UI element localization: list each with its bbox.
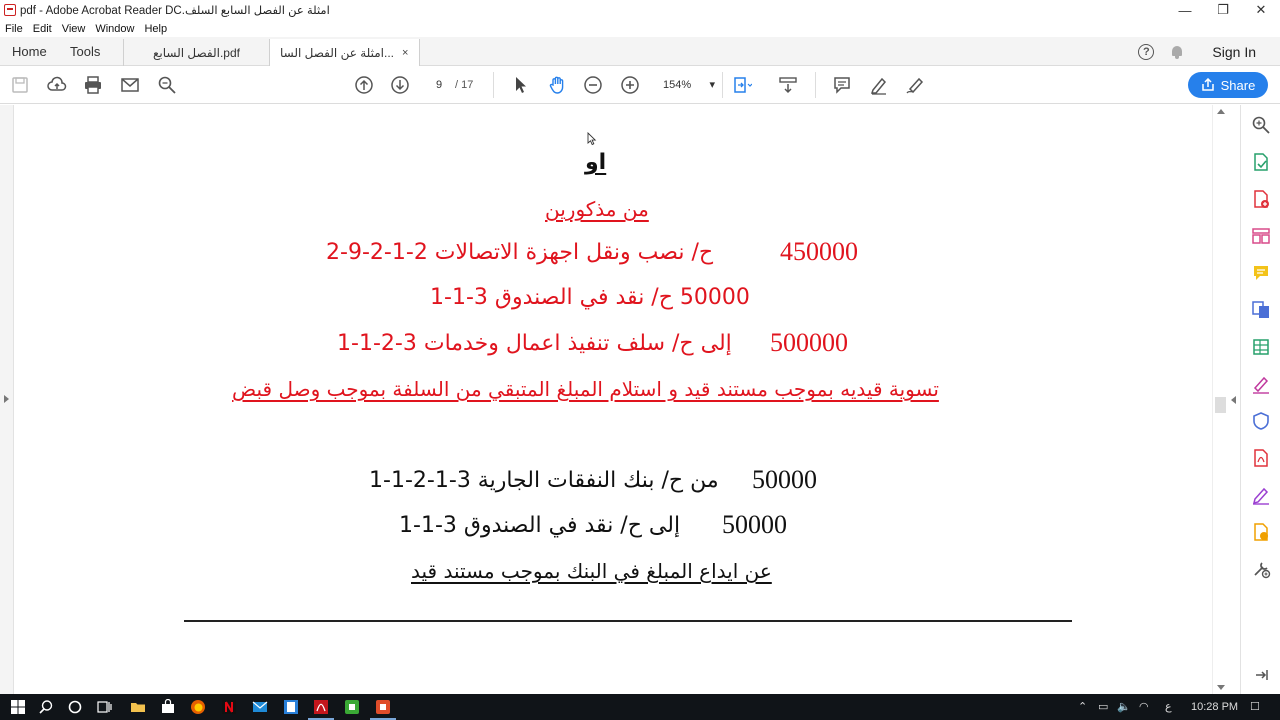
menu-help[interactable]: Help	[144, 22, 168, 35]
clock[interactable]: 10:28 PM	[1191, 701, 1239, 713]
tray-volume-icon[interactable]: 🔈	[1117, 701, 1131, 713]
acrobat-taskbar-icon[interactable]	[313, 699, 329, 715]
menu-edit[interactable]: Edit	[32, 22, 52, 35]
page-total: / 17	[455, 79, 474, 91]
firefox-icon[interactable]	[190, 699, 206, 715]
protect-shield-icon[interactable]	[1251, 411, 1271, 431]
more-tools-icon[interactable]	[1251, 559, 1271, 579]
left-panel-toggle[interactable]	[0, 105, 14, 694]
share-label: Share	[1220, 77, 1256, 93]
sign-in-button[interactable]: Sign In	[1212, 43, 1256, 60]
cloud-upload-icon[interactable]	[47, 75, 67, 95]
email-icon[interactable]	[120, 75, 140, 95]
previous-page-icon[interactable]	[354, 75, 374, 95]
scroll-mode-icon[interactable]	[778, 75, 798, 95]
document-view[interactable]	[0, 105, 1240, 694]
print-icon[interactable]	[83, 75, 103, 95]
mouse-cursor-icon	[587, 132, 597, 146]
netflix-icon[interactable]	[221, 699, 237, 715]
toolbar	[0, 66, 1280, 104]
search-icon[interactable]	[1251, 115, 1271, 135]
tray-network-icon[interactable]: ◠	[1139, 701, 1149, 713]
task-view-icon[interactable]	[96, 699, 112, 715]
menu-bar	[0, 20, 1280, 37]
mail-icon[interactable]	[252, 699, 268, 715]
vertical-scrollbar[interactable]	[1212, 105, 1228, 694]
scroll-down-icon[interactable]	[1217, 685, 1225, 690]
taskbar	[0, 694, 1280, 720]
adobe-pdf-icon[interactable]	[1251, 448, 1271, 468]
collapse-right-panel-icon[interactable]	[1231, 396, 1236, 404]
tab-tools[interactable]: Tools	[70, 44, 101, 59]
windows-start-icon[interactable]	[10, 699, 26, 715]
page-number-input[interactable]: 9	[435, 79, 443, 91]
share-icon	[1201, 78, 1215, 92]
minimize-button[interactable]: —	[1178, 2, 1192, 18]
help-icon[interactable]: ?	[1138, 44, 1154, 60]
menu-view[interactable]: View	[61, 22, 86, 35]
tab-bar	[0, 37, 1280, 66]
maximize-button[interactable]: ❐	[1217, 2, 1229, 17]
close-window-button[interactable]: ✕	[1255, 2, 1267, 17]
document-tab-label: امثلة عن الفصل السا...	[280, 45, 395, 60]
scroll-up-icon[interactable]	[1217, 109, 1225, 114]
tray-battery-icon[interactable]: ▭	[1098, 701, 1109, 713]
recorder-icon[interactable]	[375, 699, 391, 715]
entry5-text: إلى ح/ نقد في الصندوق 3-1-1	[399, 513, 681, 538]
save-icon[interactable]	[10, 75, 30, 95]
zoom-out-icon[interactable]	[583, 75, 603, 95]
document-tab[interactable]	[123, 39, 270, 66]
sign-icon[interactable]	[905, 75, 925, 95]
menu-file[interactable]: File	[5, 22, 23, 35]
fill-sign-icon[interactable]	[1251, 374, 1271, 394]
entry1-amount: 450000	[780, 237, 858, 266]
send-comments-icon[interactable]	[1251, 522, 1271, 542]
line-from-mentioned: من مذكورين	[545, 197, 649, 221]
deposit-note: عن ايداع المبلغ في البنك بموجب مستند قيد	[411, 559, 772, 583]
export-spreadsheet-icon[interactable]	[1251, 337, 1271, 357]
tab-home[interactable]: Home	[12, 44, 47, 59]
zoom-level-select[interactable]	[655, 75, 715, 95]
pdf-app-icon	[4, 4, 16, 16]
comment-icon[interactable]	[832, 75, 852, 95]
pdf-viewer-icon[interactable]	[283, 699, 299, 715]
comment-tool-icon[interactable]	[1251, 263, 1271, 283]
scroll-thumb[interactable]	[1215, 397, 1226, 413]
entry1-text: ح/ نصب ونقل اجهزة الاتصالات 2-1-2-9-2	[326, 240, 714, 265]
page-fit-icon[interactable]	[732, 75, 752, 95]
zoom-value: 154%	[663, 79, 692, 91]
find-icon[interactable]	[157, 75, 177, 95]
zoom-in-icon[interactable]	[620, 75, 640, 95]
chevron-down-icon: ▾	[709, 79, 715, 91]
select-cursor-icon[interactable]	[510, 75, 530, 95]
entry4-amount: 50000	[752, 465, 817, 494]
notifications-icon[interactable]: ☐	[1250, 701, 1260, 713]
close-tab-icon[interactable]: ×	[402, 46, 409, 59]
menu-window[interactable]: Window	[95, 22, 135, 35]
expand-left-icon	[4, 395, 9, 403]
entry5-amount: 50000	[722, 510, 787, 539]
collapse-pane-icon[interactable]	[1251, 665, 1271, 685]
hand-tool-icon[interactable]	[547, 75, 567, 95]
store-icon[interactable]	[160, 699, 176, 715]
tools-pane	[1240, 105, 1280, 694]
taskbar-search-icon[interactable]	[38, 699, 54, 715]
camtasia-icon[interactable]	[344, 699, 360, 715]
cortana-icon[interactable]	[67, 699, 83, 715]
highlight-pen-icon[interactable]	[869, 75, 889, 95]
window-title: امثلة عن الفصل السابع السلف.pdf - Adobe Acrobat Reader DC	[20, 5, 330, 17]
heading-or: او	[585, 150, 607, 175]
entry2-text: 50000 ح/ نقد في الصندوق 3-1-1	[430, 285, 750, 310]
create-pdf-icon[interactable]	[1251, 189, 1271, 209]
document-tab-active[interactable]	[270, 39, 420, 67]
edit-pdf-icon[interactable]	[1251, 485, 1271, 505]
notification-bell-icon[interactable]	[1170, 45, 1184, 59]
entry3-text: إلى ح/ سلف تنفيذ اعمال وخدمات 3-2-1-1	[337, 331, 732, 356]
horizontal-rule	[184, 620, 1072, 622]
share-button[interactable]	[1188, 72, 1268, 98]
entry3-amount: 500000	[770, 328, 848, 357]
tray-chevron-icon[interactable]: ⌃	[1078, 701, 1088, 713]
settlement-note: تسوية قيديه بموجب مستند قيد و استلام المبلغ المتبقي من السلفة بموجب وصل قبض	[232, 377, 939, 401]
language-indicator[interactable]: ع	[1165, 701, 1172, 713]
entry4-text: من ح/ بنك النفقات الجارية 3-1-2-1-1	[369, 468, 719, 493]
organize-pages-icon[interactable]	[1251, 226, 1271, 246]
export-pdf-icon[interactable]	[1251, 152, 1271, 172]
file-explorer-icon[interactable]	[130, 699, 146, 715]
document-tab-label: الفصل السابع.pdf	[153, 45, 240, 60]
combine-files-icon[interactable]	[1251, 300, 1271, 320]
title-bar	[0, 0, 1280, 20]
next-page-icon[interactable]	[390, 75, 410, 95]
